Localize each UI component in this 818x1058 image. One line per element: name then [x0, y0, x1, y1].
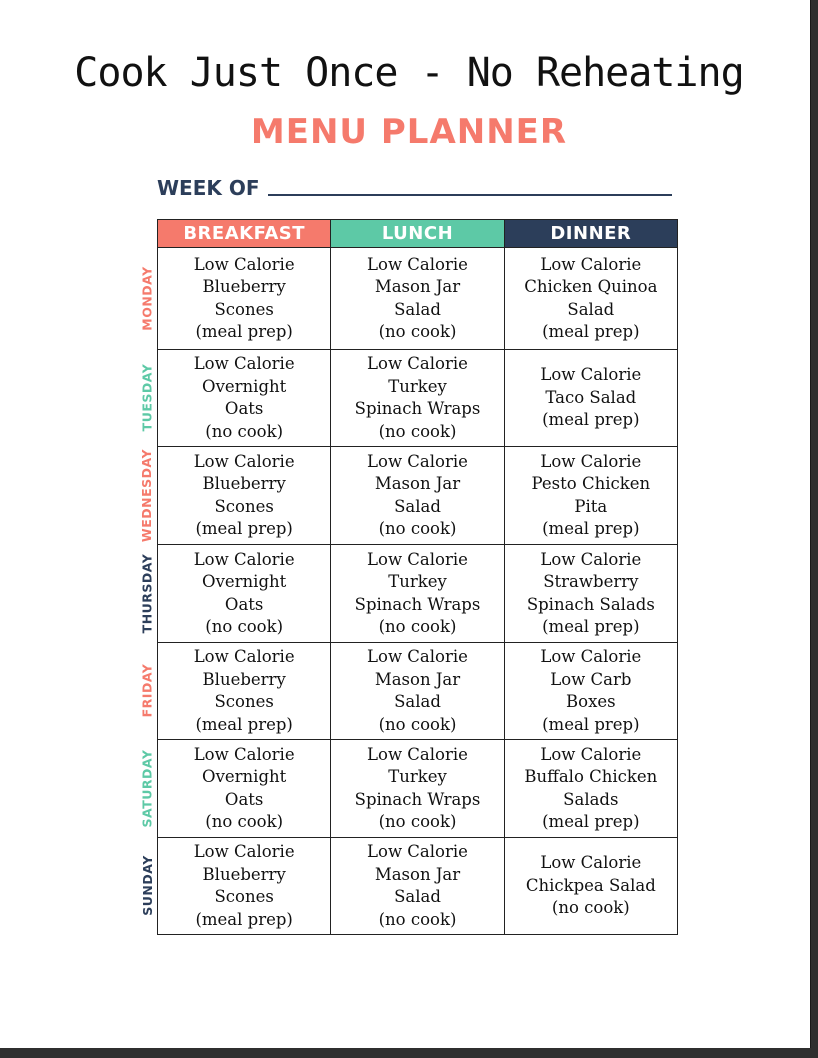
meal-cell-breakfast: [158, 740, 331, 838]
meal-cell-dinner: [504, 447, 677, 545]
day-label-wednesday: [137, 446, 157, 544]
meal-text-line: Low Calorie: [193, 647, 295, 666]
meal-text-line: (meal prep): [542, 322, 640, 341]
day-label-text: FRIDAY: [139, 663, 155, 718]
day-label-thursday: [137, 544, 157, 642]
meal-text-line: (meal prep): [195, 909, 293, 929]
meal-text-line: Low Calorie: [540, 853, 642, 873]
meal-text-line: Taco Salad: [545, 387, 637, 407]
meal-text-line: Scones: [214, 496, 274, 516]
meal-text-line: (no cook): [551, 898, 630, 918]
meal-text-line: (no cook): [378, 421, 457, 441]
meal-text-line: Scones: [214, 692, 274, 711]
meal-text-line: (no cook): [205, 421, 284, 441]
day-label-text: SUNDAY: [139, 855, 155, 916]
meal-text-line: Overnight: [202, 572, 287, 591]
meal-text-line: Low Calorie: [193, 254, 295, 274]
meal-cell-lunch: [331, 838, 504, 935]
meal-text-line: Buffalo Chicken: [524, 767, 658, 786]
day-label-monday: [137, 247, 157, 349]
day-row-friday: [158, 643, 678, 740]
meal-text-line: (meal prep): [542, 812, 640, 831]
meal-text-line: (meal prep): [542, 410, 640, 430]
meal-text-line: (meal prep): [195, 519, 293, 538]
meal-text-line: (no cook): [378, 519, 457, 538]
meal-text-line: Scones: [214, 887, 274, 906]
meal-cell-lunch: [331, 248, 504, 350]
meal-cell-dinner: [504, 740, 677, 838]
meal-cell-breakfast: [158, 643, 331, 740]
page-title: Cook Just Once - No Reheating: [74, 50, 744, 96]
meal-text-line: Strawberry: [543, 572, 639, 591]
column-header-breakfast: BREAKFAST: [158, 220, 331, 248]
meal-text-line: (meal prep): [195, 714, 293, 734]
meal-text-line: Low Calorie: [540, 744, 642, 764]
meal-text-line: Turkey: [388, 572, 447, 591]
meal-cell-breakfast: [158, 838, 331, 935]
meal-text-line: Oats: [224, 789, 264, 809]
day-row-wednesday: [158, 447, 678, 545]
meal-text-line: Pita: [574, 496, 608, 516]
header-row: [158, 220, 678, 248]
meal-text-line: Low Carb: [550, 669, 632, 689]
meal-text-line: Blueberry: [202, 864, 286, 884]
meal-cell-lunch: [331, 447, 504, 545]
meal-cell-dinner: [504, 545, 677, 643]
meal-text-line: Low Calorie: [540, 365, 642, 385]
meal-text-line: Mason Jar: [374, 277, 461, 296]
meal-cell-dinner: [504, 838, 677, 935]
day-label-saturday: [137, 739, 157, 837]
meal-text-line: Spinach Salads: [526, 594, 655, 614]
week-of-label: WEEK OF: [157, 176, 260, 200]
meal-text-line: Turkey: [388, 376, 447, 396]
day-row-sunday: [158, 838, 678, 935]
meal-text-line: Low Calorie: [193, 842, 295, 861]
meal-text-line: Salad: [394, 887, 441, 906]
menu-table: [157, 219, 678, 935]
meal-text-line: Low Calorie: [367, 647, 468, 666]
meal-text-line: Pesto Chicken: [531, 474, 651, 493]
meal-text-line: Scones: [214, 299, 274, 319]
meal-text-line: Low Calorie: [193, 354, 295, 373]
meal-text-line: Mason Jar: [374, 474, 461, 493]
day-label-text: SATURDAY: [139, 749, 155, 827]
meal-text-line: Low Calorie: [367, 744, 468, 764]
meal-text-line: (no cook): [378, 909, 457, 929]
column-header-lunch: LUNCH: [331, 220, 504, 248]
meal-text-line: Oats: [224, 594, 264, 614]
meal-text-line: Salad: [394, 496, 441, 516]
meal-cell-breakfast: [158, 350, 331, 447]
meal-text-line: Low Calorie: [540, 451, 642, 471]
meal-cell-lunch: [331, 740, 504, 838]
meal-text-line: Low Calorie: [193, 549, 295, 569]
day-row-monday: [158, 248, 678, 350]
day-label-sunday: [137, 837, 157, 934]
meal-text-line: Blueberry: [202, 277, 286, 296]
meal-cell-breakfast: [158, 545, 331, 643]
meal-cell-lunch: [331, 350, 504, 447]
menu-body: [158, 248, 678, 935]
meal-text-line: (no cook): [205, 617, 284, 636]
meal-text-line: (no cook): [378, 812, 457, 831]
meal-text-line: Salad: [567, 299, 615, 319]
day-label-text: THURSDAY: [139, 553, 155, 633]
meal-text-line: (no cook): [378, 322, 457, 341]
meal-text-line: Low Calorie: [193, 451, 295, 471]
meal-cell-breakfast: [158, 447, 331, 545]
meal-text-line: Low Calorie: [193, 744, 295, 764]
meal-text-line: Spinach Wraps: [354, 594, 481, 614]
meal-cell-dinner: [504, 248, 677, 350]
meal-text-line: Salad: [394, 692, 441, 711]
meal-text-line: Overnight: [202, 767, 287, 786]
day-label-friday: [137, 642, 157, 739]
meal-text-line: (no cook): [205, 812, 284, 831]
meal-text-line: Low Calorie: [540, 254, 642, 274]
day-label-tuesday: [137, 349, 157, 446]
meal-text-line: Spinach Wraps: [354, 789, 481, 809]
meal-text-line: Low Calorie: [367, 254, 468, 274]
day-label-text: MONDAY: [139, 265, 155, 331]
day-row-saturday: [158, 740, 678, 838]
meal-text-line: Blueberry: [202, 669, 286, 689]
meal-text-line: Low Calorie: [367, 549, 468, 569]
meal-text-line: Salad: [394, 299, 441, 319]
meal-text-line: Chicken Quinoa: [524, 277, 658, 296]
meal-text-line: Low Calorie: [540, 647, 642, 666]
day-row-tuesday: [158, 350, 678, 447]
page-subtitle: MENU PLANNER: [250, 112, 568, 152]
week-of-line: [268, 194, 672, 196]
meal-cell-lunch: [331, 643, 504, 740]
day-label-text: WEDNESDAY: [139, 448, 155, 542]
meal-text-line: (meal prep): [542, 519, 640, 538]
column-header-dinner: DINNER: [504, 220, 677, 248]
meal-text-line: Overnight: [202, 376, 287, 396]
meal-cell-dinner: [504, 643, 677, 740]
meal-text-line: Blueberry: [202, 474, 286, 493]
meal-text-line: Salads: [563, 789, 619, 809]
meal-text-line: Spinach Wraps: [354, 399, 481, 418]
meal-text-line: Boxes: [566, 692, 616, 711]
meal-text-line: Low Calorie: [540, 549, 642, 569]
day-row-thursday: [158, 545, 678, 643]
meal-text-line: (meal prep): [542, 617, 640, 636]
meal-text-line: (no cook): [378, 714, 457, 734]
meal-text-line: Oats: [224, 399, 264, 418]
meal-cell-dinner: [504, 350, 677, 447]
meal-text-line: Mason Jar: [374, 669, 461, 689]
meal-text-line: Low Calorie: [367, 451, 468, 471]
meal-text-line: (no cook): [378, 617, 457, 636]
day-label-text: TUESDAY: [139, 363, 155, 432]
meal-text-line: (meal prep): [542, 714, 640, 734]
meal-text-line: Turkey: [388, 767, 447, 786]
meal-text-line: Low Calorie: [367, 354, 468, 373]
meal-text-line: Low Calorie: [367, 842, 468, 861]
meal-text-line: (meal prep): [195, 322, 293, 341]
meal-text-line: Mason Jar: [374, 864, 461, 884]
meal-cell-breakfast: [158, 248, 331, 350]
meal-cell-lunch: [331, 545, 504, 643]
meal-text-line: Chickpea Salad: [525, 875, 656, 895]
